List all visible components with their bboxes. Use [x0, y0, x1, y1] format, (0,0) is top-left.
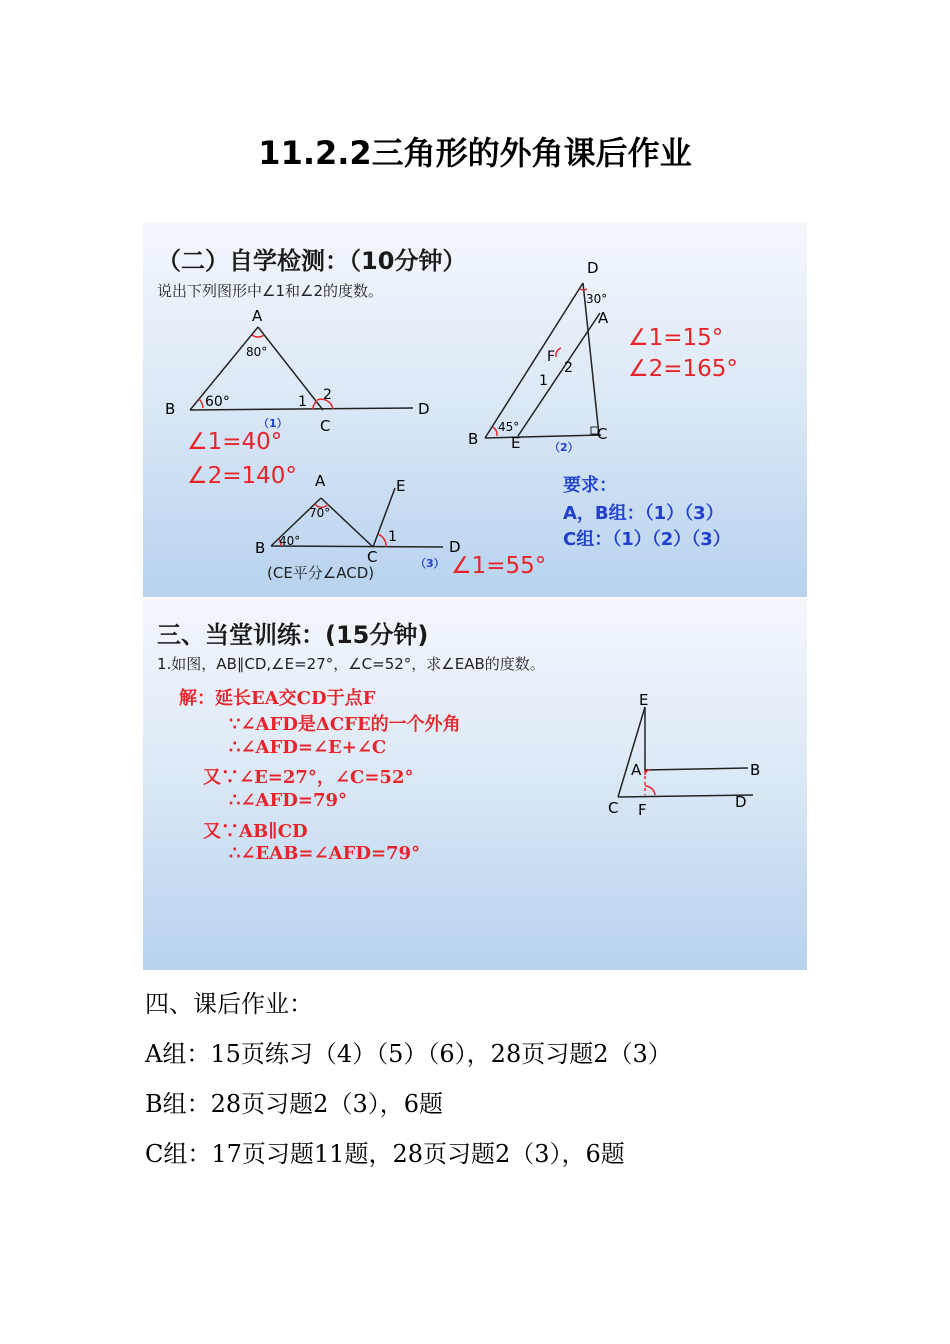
- fig2-angle-b: 45°: [498, 420, 520, 434]
- fig3-label-e: E: [396, 477, 406, 495]
- practice-label-b: B: [750, 761, 761, 779]
- fig1-label-1: 1: [298, 394, 307, 410]
- practice-problem: 1.如图，AB∥CD,∠E=27°，∠C=52°，求∠EAB的度数。: [157, 655, 545, 673]
- practice-label-f: F: [638, 801, 647, 819]
- homework-group-c: C组：17页习题11题，28页习题2（3），6题: [145, 1140, 625, 1168]
- fig3-caption: （3）: [415, 557, 445, 570]
- fig2-label-f: F: [547, 349, 556, 365]
- solution-line-2: ∵∠AFD是ΔCFE的一个外角: [229, 714, 461, 735]
- requirements-group-ab: A，B组：（1）（3）: [563, 503, 724, 524]
- fig3-label-1: 1: [388, 529, 397, 545]
- homework-group-b: B组：28页习题2（3），6题: [145, 1090, 443, 1118]
- self-test-heading: （二）自学检测：（10分钟）: [157, 247, 467, 275]
- practice-label-d: D: [735, 793, 747, 811]
- practice-figure: [598, 687, 778, 827]
- practice-panel: [143, 599, 807, 970]
- solution-line-5: ∴∠AFD=79°: [229, 790, 348, 811]
- fig3-label-b: B: [255, 539, 266, 557]
- practice-label-a: A: [631, 761, 642, 779]
- fig1-label-b: B: [165, 400, 176, 418]
- solution-line-7: ∴∠EAB=∠AFD=79°: [229, 843, 421, 864]
- fig3-label-a: A: [315, 472, 326, 490]
- fig2-caption: （2）: [549, 441, 579, 454]
- self-test-instruction: 说出下列图形中∠1和∠2的度数。: [157, 282, 383, 300]
- fig2-label-a: A: [598, 309, 609, 327]
- fig3-angle-b: 40°: [279, 534, 301, 548]
- fig2-label-1: 1: [539, 373, 548, 389]
- solution-line-4: 又∵∠E=27°，∠C=52°: [203, 767, 414, 788]
- fig2-label-d: D: [587, 259, 599, 277]
- homework-group-a: A组：15页练习（4）（5）（6），28页习题2（3）: [145, 1040, 672, 1068]
- fig2-label-2: 2: [564, 360, 573, 376]
- fig1-label-a: A: [252, 307, 263, 325]
- fig1-label-2: 2: [323, 387, 332, 403]
- fig2-angle-d: 30°: [586, 292, 608, 306]
- figure-1: [163, 305, 453, 435]
- fig3-angle-a: 70°: [309, 506, 331, 520]
- fig1-angle-b: 60°: [205, 394, 230, 410]
- fig1-answer-1: ∠1=40°: [187, 429, 283, 455]
- homework-heading: 四、课后作业：: [145, 990, 313, 1018]
- self-test-panel: [143, 223, 807, 597]
- fig3-label-c: C: [367, 548, 378, 566]
- fig3-label-d: D: [449, 538, 461, 556]
- fig2-label-c: C: [597, 425, 608, 443]
- fig2-answer-1: ∠1=15°: [628, 325, 724, 351]
- figure-2: [463, 255, 623, 455]
- requirements-title: 要求：: [563, 475, 617, 496]
- fig2-answer-2: ∠2=165°: [628, 356, 738, 382]
- fig3-note: (CE平分∠ACD): [267, 564, 375, 582]
- fig1-label-d: D: [418, 400, 430, 418]
- page-title: 11.2.2三角形的外角课后作业: [258, 134, 692, 172]
- practice-label-e: E: [639, 691, 649, 709]
- fig1-answer-2: ∠2=140°: [187, 463, 297, 489]
- practice-label-c: C: [608, 799, 619, 817]
- solution-line-3: ∴∠AFD=∠E+∠C: [229, 737, 387, 758]
- fig3-answer: ∠1=55°: [451, 553, 547, 579]
- fig2-label-b: B: [468, 430, 479, 448]
- fig1-label-c: C: [320, 417, 331, 435]
- solution-line-6: 又∵AB∥CD: [203, 821, 308, 842]
- fig1-caption: （1）: [258, 417, 288, 430]
- fig2-label-e: E: [511, 434, 521, 452]
- solution-line-1: 解：延长EA交CD于点F: [179, 688, 376, 709]
- practice-heading: 三、当堂训练：(15分钟): [157, 621, 429, 649]
- requirements-group-c: C组：（1）（2）（3）: [563, 529, 731, 550]
- fig1-angle-a: 80°: [246, 345, 268, 359]
